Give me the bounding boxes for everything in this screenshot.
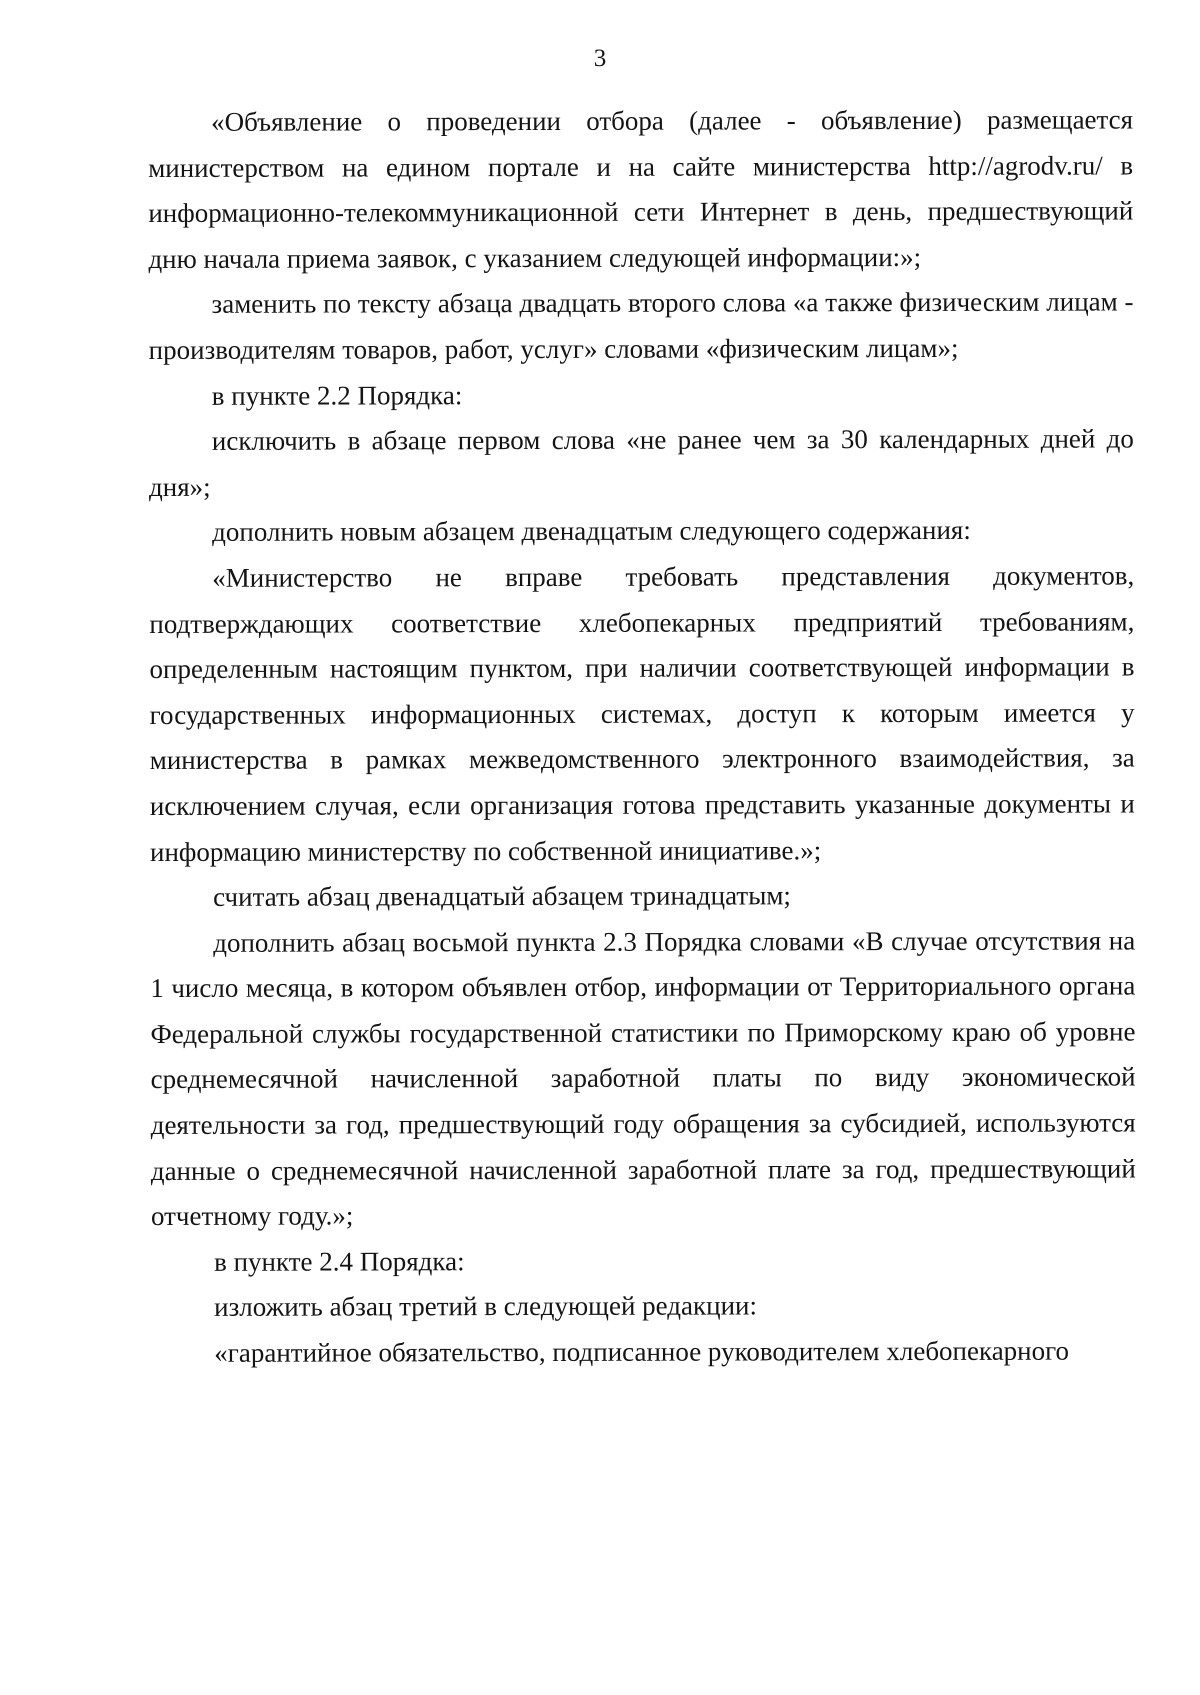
paragraph-item-2-3-addition: дополнить абзац восьмой пункта 2.3 Порядка словами «В случае отсутствия на 1 число месяца, в котором объявлен отбор, информации от Территориального органа Федеральной службы государственной статистики по Приморскому краю об уровне среднемесячной начисленной заработной платы по виду экономической деятельности за год, предшествующий году обращения за субсидией, используются данные о среднемесячной начисленной заработной плате за год, предшествующий отчетному году.»; [150, 925, 1136, 1232]
paragraph-announcement: «Объявление о проведении отбора (далее - объявление) размещается министерством на едином портале и на сайте министерства http://agrodv.ru/ в информационно-телекоммуникационной сети Интернет в день, предшествующий дню начала приема заявок, с указанием следующей информации:»; [148, 104, 1134, 274]
page-number: 3 [593, 45, 607, 72]
paragraph-third-revision: изложить абзац третий в следующей редакции: [214, 1290, 757, 1323]
paragraph-item-2-4: в пункте 2.4 Порядка: [214, 1246, 465, 1277]
paragraph-guarantee: «гарантийное обязательство, подписанное руководителем хлебопекарного [214, 1335, 1070, 1368]
document-body [148, 97, 1136, 1376]
paragraph-exclude-words: исключить в абзаце первом слова «не ранее чем за 30 календарных дней до дня»; [148, 423, 1134, 502]
paragraph-renumber: считать абзац двенадцатый абзацем тринадцатым; [213, 880, 791, 912]
paragraph-ministry-rights: «Министерство не вправе требовать представления документов, подтверждающих соответствие хлебопекарных предприятий требованиям, определенным настоящим пунктом, при наличии соответствующей информации в государственных информационных системах, доступ к которым имеется у министерства в рамках межведомственного электронного взаимодействия, за исключением случая, если организация готова представить указанные документы и информацию министерству по собственной инициативе.»; [149, 560, 1135, 867]
paragraph-item-2-2: в пункте 2.2 Порядка: [211, 379, 463, 411]
paragraph-add-twelfth: дополнить новым абзацем двенадцатым следующего содержания: [212, 515, 971, 548]
paragraph-replace-words: заменить по тексту абзаца двадцать второго слова «а также физическим лицам - производителям товаров, работ, услуг» словами «физическим лицам»; [148, 286, 1134, 365]
